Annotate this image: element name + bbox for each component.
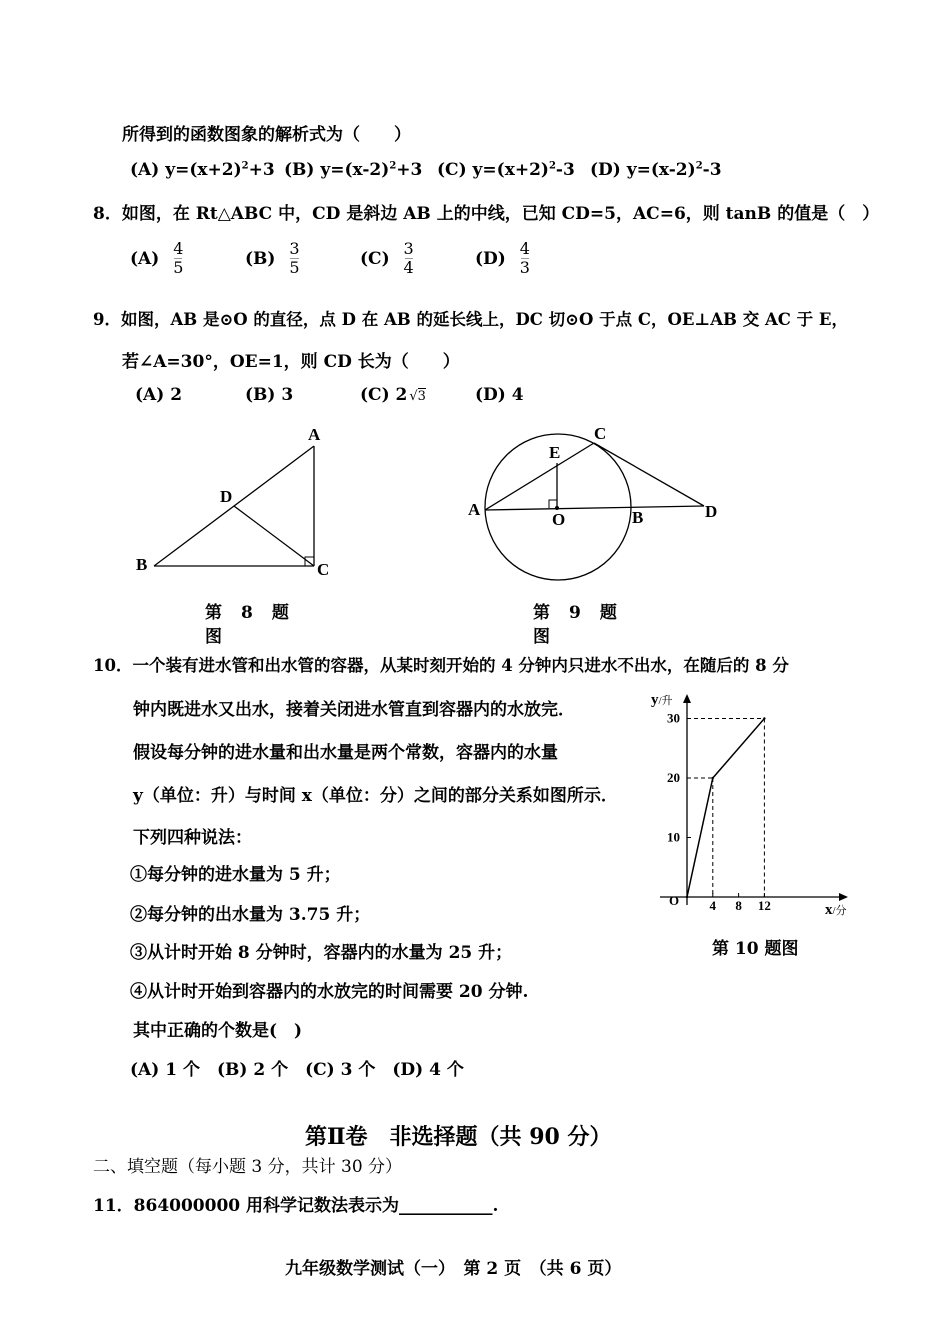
chart-y-axis-unit: /升	[658, 695, 673, 707]
chart-series-line	[687, 719, 764, 898]
fig8-label-b: B	[136, 555, 148, 574]
q10-statement-2: ②每分钟的出水量为 3.75 升；	[130, 905, 371, 925]
fig8-caption-line2: 图	[205, 627, 222, 647]
q8-option-c: (C) $\frac{3}{4}$	[360, 239, 414, 278]
q10-stem-line1: 10．一个装有进水管和出水管的容器，从某时刻开始的 4 分钟内只进水不出水，在随后的 8 分	[93, 656, 789, 675]
q8-option-d: (D) $\frac{4}{3}$	[475, 239, 530, 278]
q7-option-a: (A) $y=(x+2)^2+3$	[130, 160, 275, 180]
chart-y-tick-label-2: 30	[667, 710, 680, 726]
fig9-label-d: D	[705, 502, 718, 521]
q10-stem-line4: y（单位：升）与时间 x（单位：分）之间的部分关系如图所示．	[133, 786, 618, 806]
fig8-segment-cd	[234, 506, 314, 566]
chart-x-tick-label-0: 4	[709, 898, 717, 913]
fig9-segment-cd	[594, 443, 704, 506]
chart-point-0	[686, 896, 688, 898]
q10-statement-1: ①每分钟的进水量为 5 升；	[130, 865, 341, 885]
fig9-label-a: A	[468, 500, 481, 519]
section-2-heading: 二、填空题（每小题 3 分，共计 30 分）	[93, 1157, 403, 1177]
fig8-label-d: D	[220, 487, 233, 506]
page-footer: 九年级数学测试（一） 第 2 页 （共 6 页）	[285, 1259, 622, 1279]
chart-x-tick-label-2: 12	[757, 898, 771, 913]
chart-origin-label: O	[669, 893, 680, 908]
q10-stem-line2: 钟内既进水又出水，接着关闭进水管直到容器内的水放完．	[133, 700, 575, 720]
chart-x-axis-arrow	[839, 893, 848, 901]
q7-option-c: (C) $y=(x+2)^2-3$	[437, 160, 575, 180]
q10-statement-4: ④从计时开始到容器内的水放完的时间需要 20 分钟.	[130, 982, 529, 1002]
q7-option-d: (D) $y=(x-2)^2-3$	[590, 160, 722, 180]
q10-ask: 其中正确的个数是( )	[133, 1021, 303, 1041]
q8-option-a: (A) $\frac{4}{5}$	[130, 239, 184, 278]
q10-stem-line5: 下列四种说法：	[133, 828, 252, 848]
q10-stem-line3: 假设每分钟的进水量和出水量是两个常数，容器内的水量	[133, 743, 558, 763]
section-2-title: 第Ⅱ卷 非选择题（共 90 分）	[305, 1124, 612, 1150]
q10-statement-3: ③从计时开始 8 分钟时，容器内的水量为 25 升；	[130, 943, 513, 963]
fig9-label-e: E	[549, 443, 561, 462]
q10-options: (A) 1 个 (B) 2 个 (C) 3 个 (D) 4 个	[130, 1060, 464, 1080]
fig8-caption-line1: 第 8 题	[205, 603, 290, 623]
q8-option-b: (B) $\frac{3}{5}$	[245, 239, 300, 278]
q7-stem: 所得到的函数图象的解析式为（ ）	[122, 125, 411, 145]
figure-10-chart	[640, 680, 870, 920]
chart-point-2	[763, 717, 765, 719]
fig8-label-a: A	[308, 425, 321, 444]
q8-stem: 8．如图，在 Rt△ABC 中，CD 是斜边 AB 上的中线，已知 CD=5，AC=6，则 tanB 的值是（ ）	[93, 204, 880, 224]
q9-option-d: (D) 4	[475, 385, 524, 405]
q7-option-b: (B) $y=(x-2)^2+3$	[284, 160, 423, 180]
chart-point-1	[712, 777, 714, 779]
q9-stem-line2: 若∠A=30°，OE=1，则 CD 长为（ ）	[122, 352, 460, 372]
fig9-segment-ac	[485, 443, 594, 510]
q9-option-c: (C) 2 √3	[360, 385, 426, 405]
chart-x-axis-label: x/分	[825, 902, 847, 918]
fig10-caption: 第 10 题图	[712, 939, 799, 959]
q11-stem: 11．864000000 用科学记数法表示为___________.	[93, 1196, 499, 1216]
q9-option-b: (B) 3	[245, 385, 294, 405]
chart-y-axis-arrow	[683, 694, 691, 703]
q9-option-a: (A) 2	[135, 385, 183, 405]
fig9-line-ad	[485, 506, 704, 510]
q9-stem-line1: 9．如图，AB 是⊙O 的直径，点 D 在 AB 的延长线上，DC 切⊙O 于点 C，OE⊥AB 交 AC 于 E，	[93, 310, 848, 329]
figure-8	[120, 420, 350, 590]
chart-y-tick-label-0: 10	[667, 829, 680, 845]
fig9-label-b: B	[632, 508, 644, 527]
fig9-caption-line1: 第 9 题	[533, 603, 618, 623]
fig9-caption-line2: 图	[533, 627, 550, 647]
chart-y-tick-label-1: 20	[667, 770, 680, 785]
chart-y-axis-label: y/升	[651, 692, 673, 708]
chart-x-tick-label-1: 8	[735, 898, 742, 913]
figure-9	[460, 420, 730, 590]
chart-x-axis-unit: /分	[832, 905, 847, 917]
fig9-label-o: O	[552, 510, 566, 529]
fig9-label-c: C	[594, 424, 607, 443]
fig8-label-c: C	[317, 560, 330, 579]
